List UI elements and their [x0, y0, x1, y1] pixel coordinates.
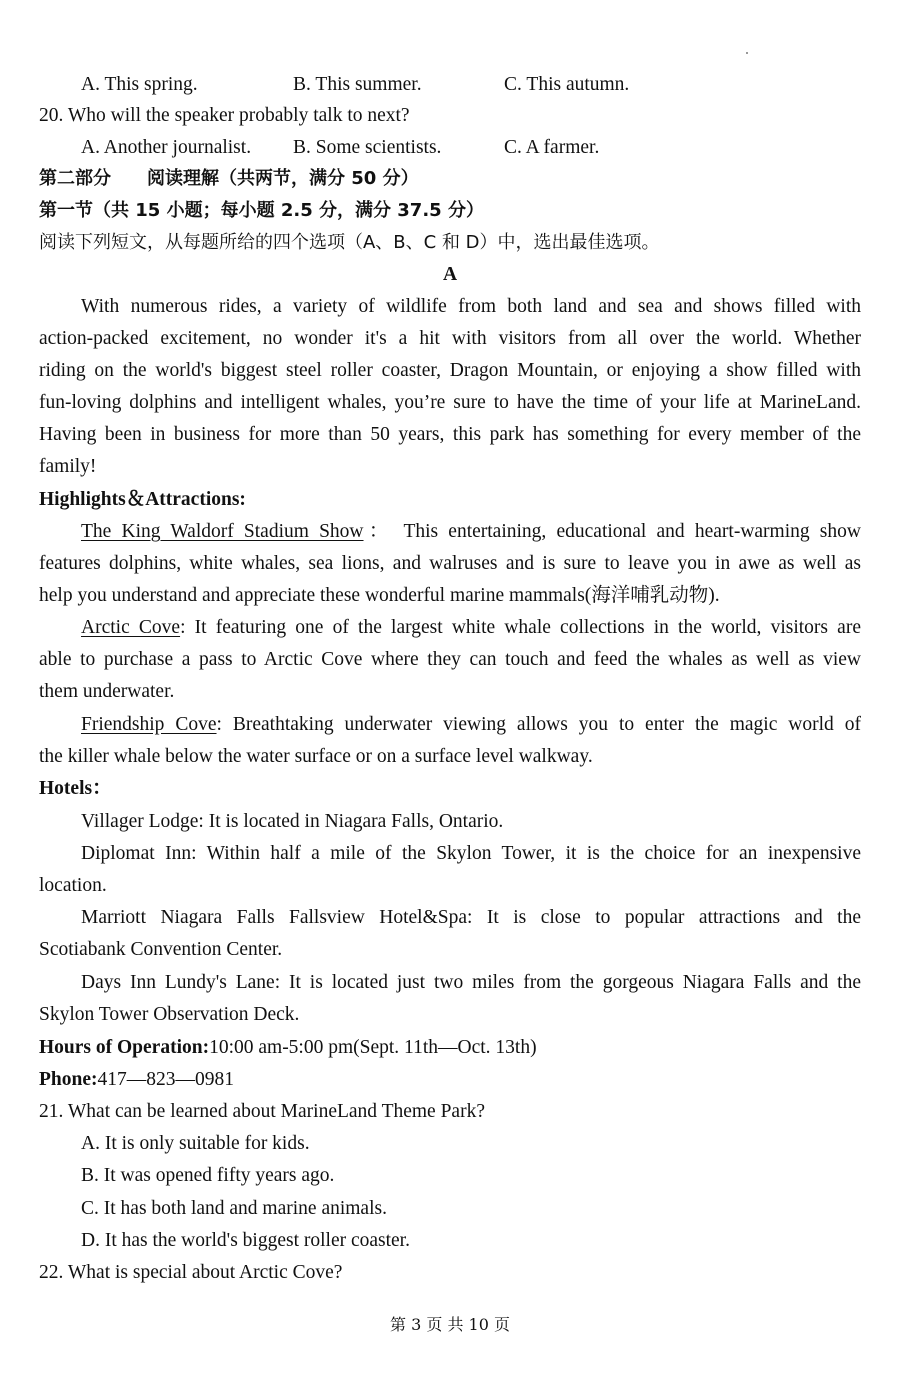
intro-line-4: fun-loving dolphins and intelligent whales, you’re sure to have the time of your life at MarineLand. — [39, 392, 861, 413]
intro-line-1: With numerous rides, a variety of wildlife from both land and sea and shows filled with — [81, 296, 861, 317]
q20-stem: 20. Who will the speaker probably talk to next? — [39, 105, 410, 126]
hours-value: 10:00 am-5:00 pm(Sept. 11th—Oct. 13th) — [209, 1037, 537, 1058]
q21-stem: 21. What can be learned about MarineLand Theme Park? — [39, 1101, 485, 1122]
q21-option-b: B. It was opened fifty years ago. — [81, 1165, 335, 1186]
q20-option-a: A. Another journalist. — [81, 137, 252, 158]
intro-line-5: Having been in business for more than 50 years, this park has something for every member of the — [39, 424, 861, 445]
instructions: 阅读下列短文，从每题所给的四个选项（A、B、C 和 D）中，选出最佳选项。 — [39, 232, 660, 253]
king-waldorf-line-3: help you understand and appreciate these wonderful marine mammals(海洋哺乳动物). — [39, 585, 720, 606]
arctic-cove-text-1: : It featuring one of the largest white whale collections in the world, visitors are — [180, 617, 861, 638]
intro-line-3: riding on the world's biggest steel roller coaster, Dragon Mountain, or enjoying a show filled with — [39, 360, 861, 381]
q21-option-a: A. It is only suitable for kids. — [81, 1133, 310, 1154]
friendship-cove-text-1: : Breathtaking underwater viewing allows you to enter the magic world of — [216, 714, 861, 735]
friendship-cove-title: Friendship Cove — [81, 714, 217, 735]
arctic-cove-line-3: them underwater. — [39, 681, 175, 702]
king-waldorf-line-1 — [81, 516, 861, 548]
intro-line-2: action-packed excitement, no wonder it's a hit with visitors from all over the world. Whether — [39, 328, 861, 349]
friendship-cove-line-2: the killer whale below the water surface or on a surface level walkway. — [39, 746, 593, 767]
hotel-days-line-2: Skylon Tower Observation Deck. — [39, 1004, 300, 1025]
hotel-diplomat-line-1: Diplomat Inn: Within half a mile of the Skylon Tower, it is the choice for an inexpensive — [81, 843, 861, 864]
scan-speck — [746, 52, 748, 54]
passage-letter: A — [442, 264, 458, 285]
q21-option-c: C. It has both land and marine animals. — [81, 1198, 387, 1219]
king-waldorf-title: The King Waldorf Stadium Show — [81, 521, 364, 542]
q21-option-d: D. It has the world's biggest roller coaster. — [81, 1230, 410, 1251]
q19-option-c: C. This autumn. — [504, 74, 630, 95]
part2-title: 第二部分 阅读理解（共两节，满分 50 分） — [39, 168, 419, 189]
hotel-diplomat-line-2: location. — [39, 875, 107, 896]
intro-line-6: family! — [39, 456, 97, 477]
q20-option-c: C. A farmer. — [504, 137, 600, 158]
king-waldorf-text-1: This entertaining, educational and heart-warming show — [393, 521, 861, 542]
hours-label: Hours of Operation: — [39, 1037, 210, 1058]
hours-of-operation — [39, 1032, 861, 1064]
phone — [39, 1064, 861, 1096]
hotel-days-line-1: Days Inn Lundy's Lane: It is located just two miles from the gorgeous Niagara Falls and the — [81, 972, 861, 993]
hotel-marriott-line-1: Marriott Niagara Falls Fallsview Hotel&Spa: It is close to popular attractions and the — [81, 907, 861, 928]
king-waldorf-line-2: features dolphins, white whales, sea lions, and walruses and is sure to leave you in awe as well as — [39, 553, 861, 574]
highlights-heading: Highlights＆Attractions: — [39, 489, 246, 510]
q19-option-b: B. This summer. — [293, 74, 422, 95]
section1-title: 第一节（共 15 小题；每小题 2.5 分，满分 37.5 分） — [39, 200, 484, 221]
arctic-cove-line-1 — [81, 612, 861, 644]
king-waldorf-sep: ： — [363, 521, 394, 542]
page-footer: 第 3 页 共 10 页 — [390, 1315, 510, 1334]
arctic-cove-title: Arctic Cove — [81, 617, 181, 638]
phone-label: Phone: — [39, 1069, 98, 1090]
phone-value: 417—823—0981 — [97, 1069, 234, 1090]
hotel-villager: Villager Lodge: It is located in Niagara Falls, Ontario. — [81, 811, 504, 832]
hotel-marriott-line-2: Scotiabank Convention Center. — [39, 939, 283, 960]
q22-stem: 22. What is special about Arctic Cove? — [39, 1262, 343, 1283]
friendship-cove-line-1 — [81, 709, 861, 741]
arctic-cove-line-2: able to purchase a pass to Arctic Cove where they can touch and feed the whales as well as view — [39, 649, 861, 670]
q19-option-a: A. This spring. — [81, 74, 198, 95]
q20-option-b: B. Some scientists. — [293, 137, 442, 158]
hotels-heading: Hotels： — [39, 778, 112, 799]
